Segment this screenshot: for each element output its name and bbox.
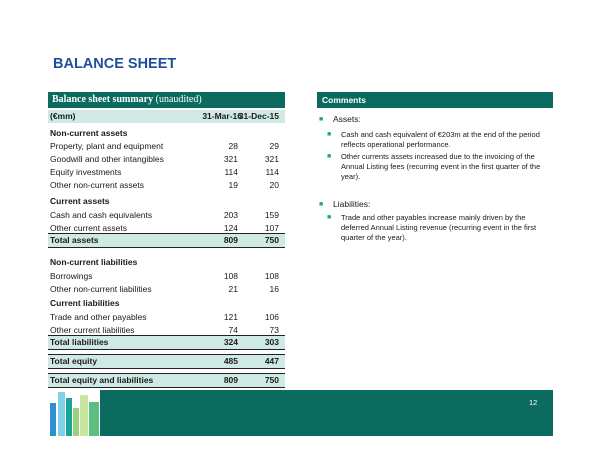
bullet-icon: ■ <box>327 214 332 221</box>
row-value-dec15: 447 <box>264 356 279 366</box>
row-label: Equity investments <box>50 167 122 177</box>
row-value-dec15: 750 <box>264 375 279 385</box>
table-row <box>50 195 283 208</box>
table-note: (unaudited) <box>155 94 202 105</box>
divider <box>48 387 285 388</box>
row-label: Total liabilities <box>50 337 109 347</box>
row-label: Borrowings <box>50 271 93 281</box>
row-value-mar16: 809 <box>223 375 238 385</box>
table-row <box>50 179 283 192</box>
row-label: Other current assets <box>50 223 128 233</box>
logo-bar <box>73 408 79 436</box>
row-value-mar16: 809 <box>223 235 238 245</box>
logo-bar <box>58 392 65 436</box>
divider <box>48 349 285 350</box>
row-value-dec15: 73 <box>269 325 279 335</box>
table-row <box>50 127 283 140</box>
assets-comment-1: ■ Cash and cash equivalent of €203m at the end of the period reflects operational performance. <box>327 130 540 149</box>
table-row-total <box>48 374 285 387</box>
row-value-dec15: 108 <box>264 271 279 281</box>
row-label: Current assets <box>50 196 110 206</box>
unit-label: (€mm) <box>50 111 76 121</box>
table-row <box>50 283 283 296</box>
row-value-dec15: 114 <box>265 167 279 177</box>
row-value-mar16: 28 <box>228 141 238 151</box>
table-row <box>50 297 283 310</box>
table-row-total <box>48 234 285 247</box>
row-value-mar16: 321 <box>223 154 238 164</box>
row-label: Property, plant and equipment <box>50 141 164 151</box>
row-value-dec15: 159 <box>264 210 279 220</box>
logo-bar <box>50 403 56 436</box>
table-row-total <box>48 355 285 368</box>
table-row <box>50 166 283 179</box>
column-header-row <box>48 110 285 123</box>
assets-comment-2: ■ Other currents assets increased due to the invoicing of the Annual Listing fees (recurring event in the first quarter of the year). <box>327 152 541 181</box>
row-value-dec15: 750 <box>264 235 279 245</box>
row-label: Non-current liabilities <box>50 257 138 267</box>
row-label: Total equity <box>50 356 98 366</box>
logo-bar <box>89 402 99 436</box>
liabilities-bullet <box>319 199 549 210</box>
row-value-mar16: 21 <box>228 284 238 294</box>
row-label: Non-current assets <box>50 128 128 138</box>
row-value-dec15: 303 <box>264 337 279 347</box>
comments-header: Comments <box>317 92 553 108</box>
row-label: Trade and other payables <box>50 312 147 322</box>
table-row <box>50 270 283 283</box>
row-value-mar16: 74 <box>228 325 238 335</box>
row-label: Other non-current liabilities <box>50 284 152 294</box>
row-value-dec15: 106 <box>264 312 279 322</box>
table-row <box>50 256 283 269</box>
row-value-mar16: 124 <box>223 223 238 233</box>
row-value-mar16: 121 <box>223 312 238 322</box>
table-row <box>50 153 283 166</box>
liabilities-label: Liabilities: <box>333 199 371 209</box>
row-value-mar16: 108 <box>223 271 238 281</box>
row-value-dec15: 321 <box>264 154 279 164</box>
row-value-dec15: 29 <box>269 141 279 151</box>
row-label: Goodwill and other intangibles <box>50 154 164 164</box>
table-header <box>48 92 285 108</box>
row-value-mar16: 19 <box>228 180 238 190</box>
row-label: Other non-current assets <box>50 180 145 190</box>
assets-label: Assets: <box>333 114 361 124</box>
page-number: 12 <box>529 398 538 407</box>
logo-bar <box>80 395 88 436</box>
bullet-icon: ■ <box>327 153 332 160</box>
page-title: BALANCE SHEET <box>53 56 177 72</box>
row-label: Other current liabilities <box>50 325 135 335</box>
liabilities-comment-1: ■ Trade and other payables increase mainly driven by the deferred Annual Listing revenue (recurring event in the first quarter of the year). <box>327 213 537 242</box>
row-value-dec15: 16 <box>269 284 279 294</box>
divider <box>48 368 285 369</box>
row-value-mar16: 203 <box>223 210 238 220</box>
row-value-mar16: 114 <box>224 167 238 177</box>
table-row-total <box>48 336 285 349</box>
row-label: Total assets <box>50 235 99 245</box>
row-value-dec15: 107 <box>264 223 279 233</box>
column-header-dec15: 31-Dec-15 <box>238 111 279 121</box>
bullet-icon: ■ <box>319 201 324 208</box>
table-title: Balance sheet summary <box>52 94 154 105</box>
bullet-icon: ■ <box>319 116 324 123</box>
logo-bar <box>66 398 72 436</box>
column-header-mar16: 31-Mar-16 <box>202 111 242 121</box>
row-value-mar16: 324 <box>223 337 238 347</box>
row-label: Cash and cash equivalents <box>50 210 153 220</box>
assets-bullet <box>319 114 549 125</box>
table-row <box>50 311 283 324</box>
row-value-mar16: 485 <box>223 356 238 366</box>
row-label: Total equity and liabilities <box>50 375 154 385</box>
footer-bar <box>100 390 553 436</box>
divider <box>48 247 285 248</box>
table-row <box>50 209 283 222</box>
bullet-icon: ■ <box>327 131 332 138</box>
table-row <box>50 140 283 153</box>
row-label: Current liabilities <box>50 298 120 308</box>
row-value-dec15: 20 <box>269 180 279 190</box>
